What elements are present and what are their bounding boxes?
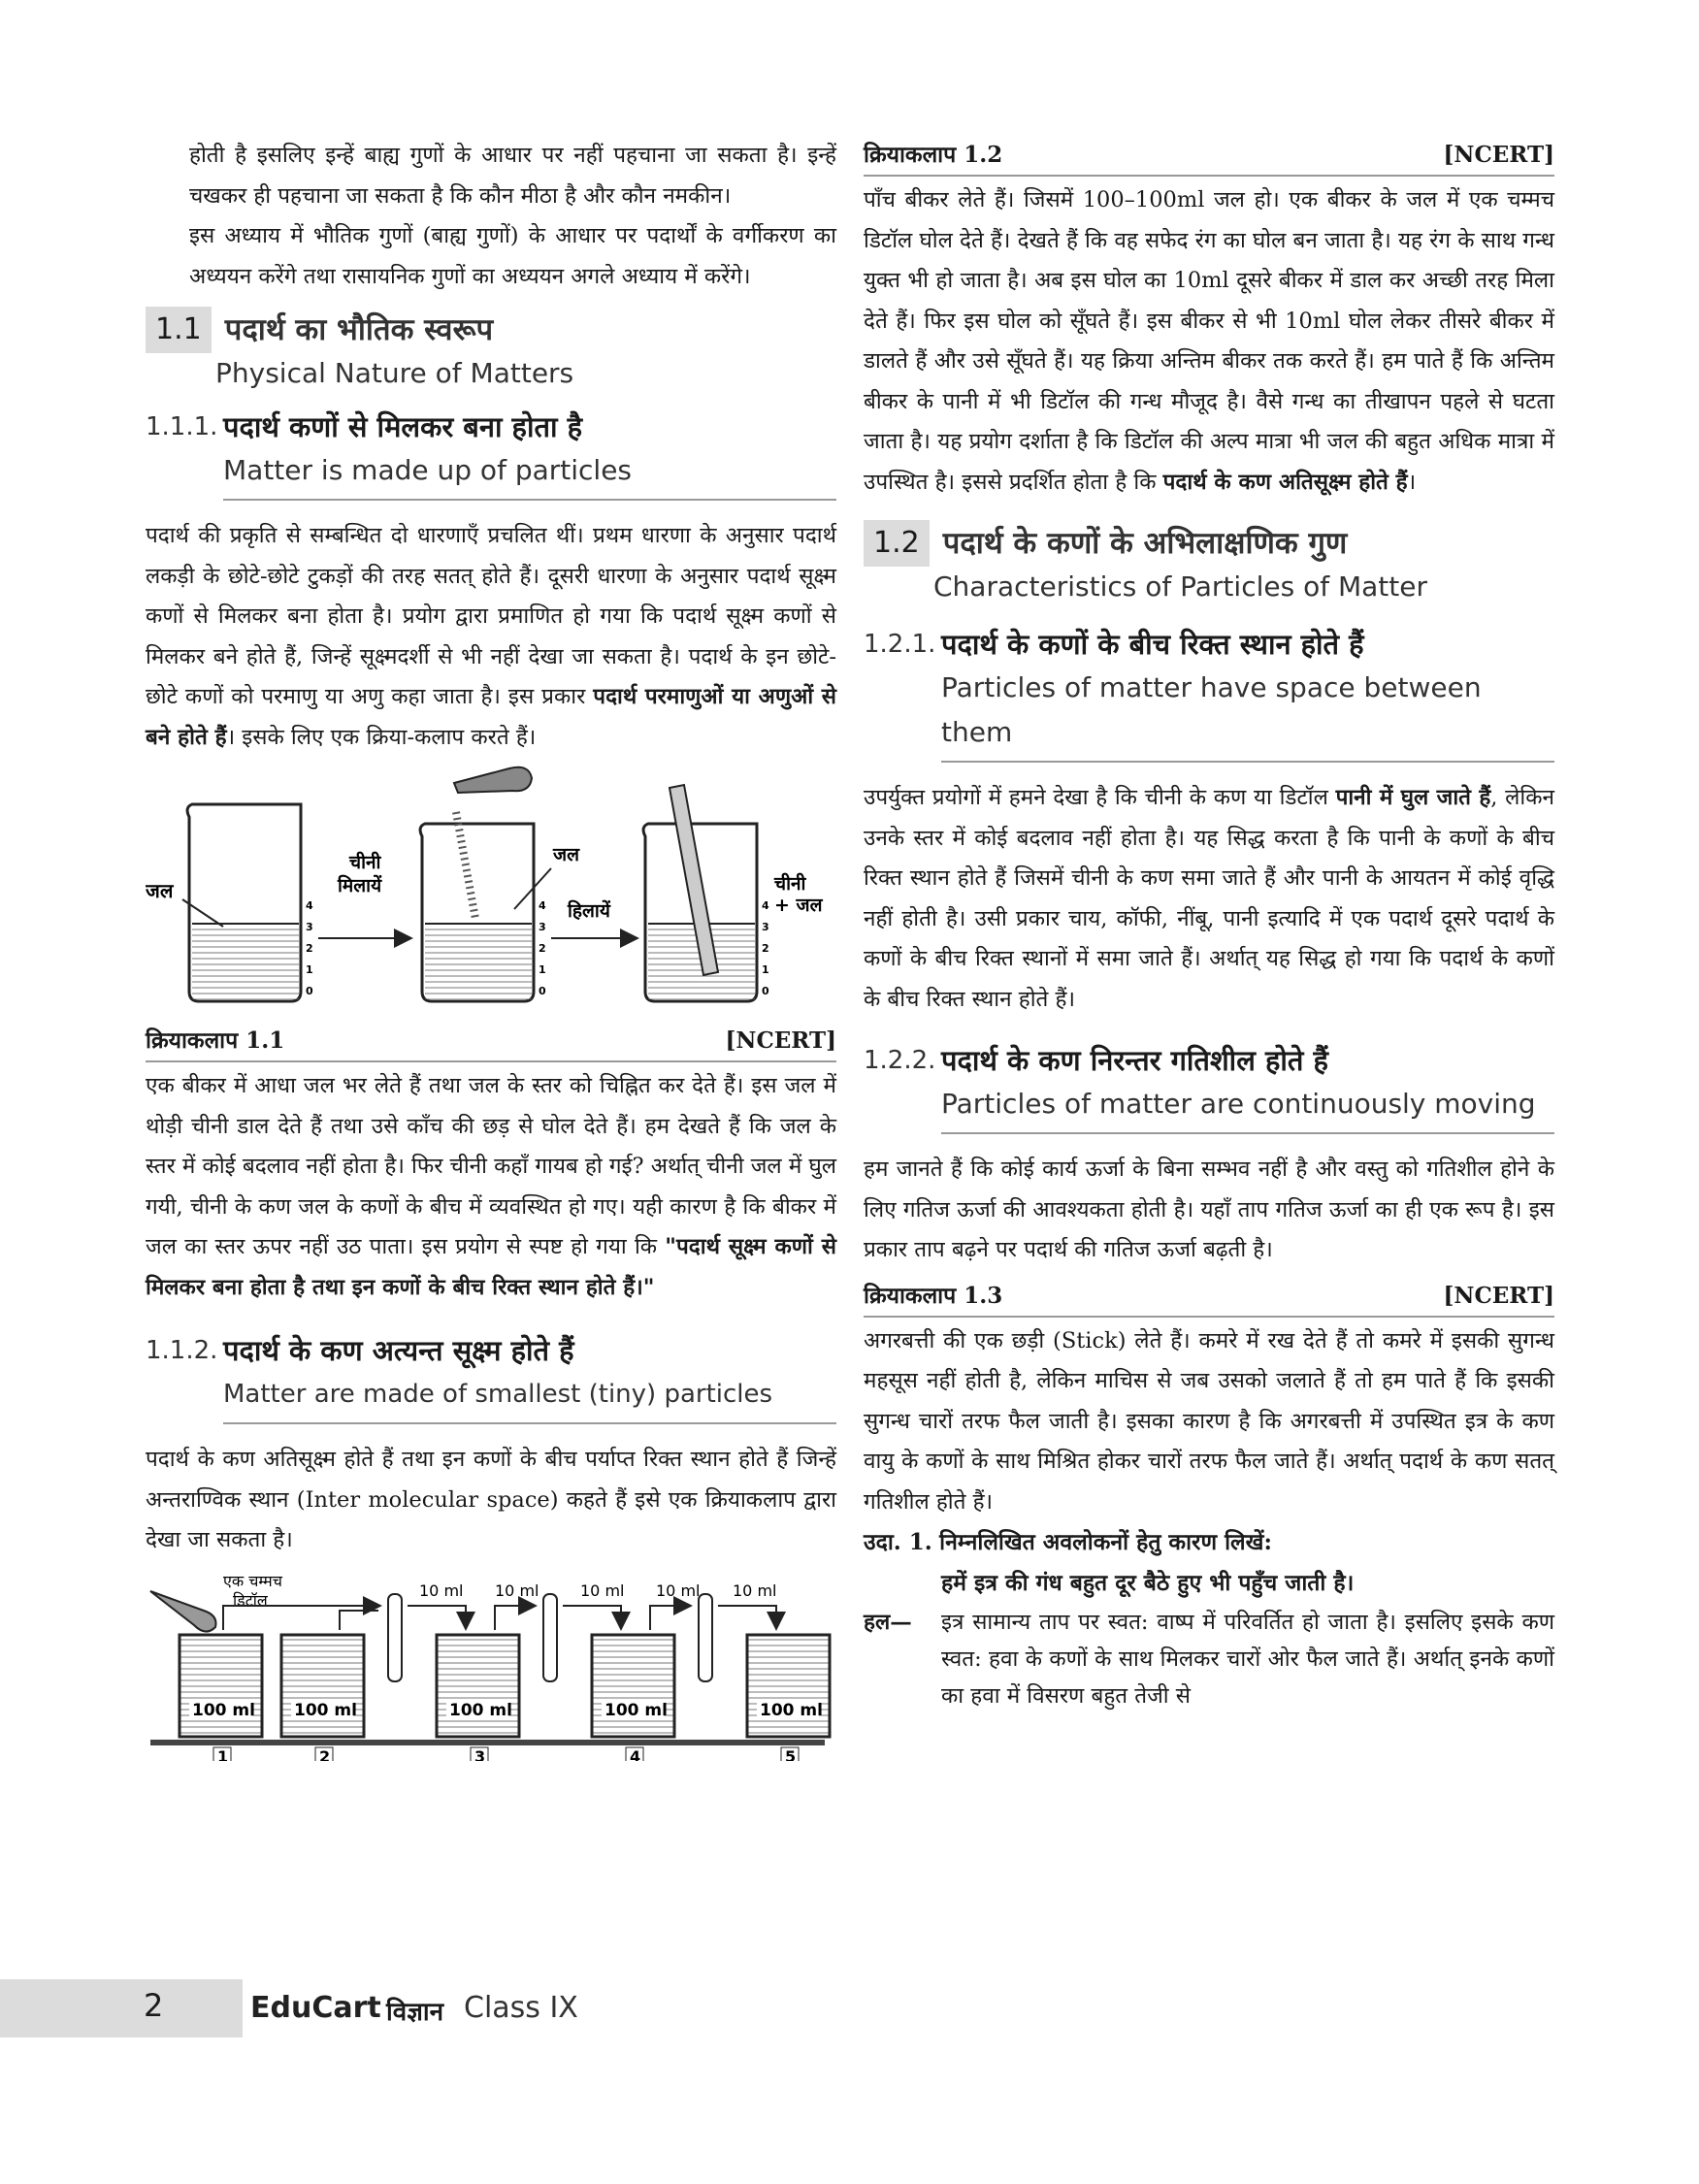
left-column — [146, 136, 836, 1767]
svg-text:+ जल: + जल — [774, 895, 823, 916]
activity-label: क्रियाकलाप 1.2 — [864, 142, 1003, 168]
subsection-title: पदार्थ के कण निरन्तर गतिशील होते हैं — [941, 1044, 1328, 1077]
paragraph-1-1-1: पदार्थ की प्रकृति से सम्बन्धित दो धारणाएँ प्रचलित थीं। प्रथम धारणा के अनुसार पदार्थ लकड़ी के छोटे-छोटे टुकड़ों की तरह सतत् होते हैं। दूसरी धारणा के अनुसार पदार्थ सूक्ष्म कणों से मिलकर बना होता है। प्रयोग द्वारा प्रमाणित हो गया कि पदार्थ सूक्ष्म कणों से मिलकर बने होते हैं, जिन्हें सूक्ष्मदर्शी से भी नहीं देखा जा सकता है। पदार्थ के इन छोटे-छोटे कणों को परमाणु या अणु कहा जाता है। इस प्रकार पदार्थ परमाणुओं या अणुओं से बने होते हैं। इसके लिए एक क्रिया-कलाप करते हैं। — [146, 523, 836, 750]
paragraph-1-2-1: उपर्युक्त प्रयोगों में हमने देखा है कि चीनी के कण या डिटॉल पानी में घुल जाते हैं, लेकिन उनके स्तर में कोई बदलाव नहीं होता है। यह सिद्ध करता है कि पानी के कणों के बीच रिक्त स्थान होते हैं जिसमें चीनी के कण समा जाते हैं और पानी के आयतन में कोई वृद्धि नहीं होती है। उसी प्रकार चाय, कॉफी, नींबू, पानी इत्यादि में एक पदार्थ दूसरे पदार्थ के कणों के बीच रिक्त स्थानों में समा जाते हैं। अर्थात् यह सिद्ध हो गया कि पदार्थ के कणों के बीच रिक्त स्थान होते हैं। — [864, 785, 1554, 1012]
svg-text:10 ml: 10 ml — [495, 1581, 539, 1600]
svg-text:100 ml: 100 ml — [604, 1700, 668, 1720]
brand-logo: EduCart — [250, 1991, 381, 2025]
svg-text:2: 2 — [539, 942, 546, 955]
svg-text:4: 4 — [306, 899, 313, 912]
footer-subject: विज्ञान — [386, 1998, 444, 2027]
subsection-title: पदार्थ के कणों के बीच रिक्त स्थान होते हैं — [941, 628, 1364, 661]
label-spoon-dettol: एक चम्मच — [223, 1571, 282, 1590]
label-water: जल — [146, 879, 174, 902]
footer-class: Class IX — [464, 1991, 578, 2025]
label-stir: हिलायें — [568, 900, 610, 922]
subsection-number: 1.2.2. — [864, 1046, 936, 1075]
activity-label: क्रियाकलाप 1.1 — [146, 1027, 285, 1054]
beaker-water — [187, 804, 301, 1001]
section-1-1-heading — [146, 307, 836, 353]
svg-text:3: 3 — [762, 921, 769, 933]
svg-text:1: 1 — [217, 1746, 229, 1761]
svg-text:4: 4 — [539, 899, 546, 912]
svg-text:2: 2 — [306, 942, 313, 955]
subsection-1-2-1-heading — [864, 623, 1554, 778]
example-question-2: हमें इत्र की गंध बहुत दूर बैठे हुए भी पहुँच जाती है। — [941, 1570, 1355, 1596]
section-title: पदार्थ का भौतिक स्वरूप — [224, 312, 494, 347]
section-title: पदार्थ के कणों के अभिलाक्षणिक गुण — [942, 526, 1348, 561]
intro-paragraph-1: होती है इसलिए इन्हें बाह्य गुणों के आधार पर नहीं पहचाना जा सकता है। इन्हें चखकर ही पहचाना जा सकता है कि कौन मीठा है और कौन नमकीन। — [189, 143, 836, 209]
label-sugar-water: चीनी — [774, 873, 806, 895]
paragraph-1-2-2: हम जानते हैं कि कोई कार्य ऊर्जा के बिना सम्भव नहीं है और वस्तु को गतिशील होने के लिए गतिज ऊर्जा की आवश्यकता होती है। यहाँ ताप गतिज ऊर्जा का ही एक रूप है। इस प्रकार ताप बढ़ने पर पदार्थ की गतिज ऊर्जा बढ़ती है। — [864, 1157, 1554, 1262]
svg-text:10 ml: 10 ml — [580, 1581, 625, 1600]
activity-1-2-header — [864, 136, 1554, 175]
svg-text:100 ml: 100 ml — [294, 1700, 357, 1720]
subsection-title-english: Matter are made of smallest (tiny) particles — [223, 1380, 773, 1409]
svg-text:1: 1 — [762, 963, 769, 976]
svg-text:3: 3 — [306, 921, 313, 933]
svg-text:1: 1 — [306, 963, 313, 976]
svg-text:2: 2 — [762, 942, 769, 955]
svg-text:जल: जल — [553, 844, 579, 865]
activity-1-2-paragraph: पाँच बीकर लेते हैं। जिसमें 100–100ml जल हो। एक बीकर के जल में एक चम्मच डिटॉल घोल देते हैं। देखते हैं कि वह सफेद रंग का घोल बन जाता है। यह रंग के साथ गन्ध युक्त भी हो जाता है। अब इस घोल का 10ml दूसरे बीकर में डाल कर अच्छी तरह मिला देते हैं। फिर इस घोल को सूँघते हैं। इस बीकर से भी 10ml घोल लेकर तीसरे बीकर में डालते हैं और उसे सूँघते हैं। यह क्रिया अन्तिम बीकर तक करते हैं। हम पाते हैं कि अन्तिम बीकर के पानी में भी डिटॉल की गन्ध मौजूद है। वैसे गन्ध का तीखापन पहले से घटता जाता है। यह प्रयोग दर्शाता है कि डिटॉल की अल्प मात्रा भी जल की बहुत अधिक मात्रा में उपस्थित है। इससे प्रदर्शित होता है कि पदार्थ के कण अतिसूक्ष्म होते हैं। — [864, 187, 1554, 495]
svg-text:0: 0 — [762, 985, 769, 997]
label-add-sugar: चीनी — [349, 852, 381, 873]
subsection-title: पदार्थ के कण अत्यन्त सूक्ष्म होते हैं — [223, 1334, 574, 1367]
activity-1-1-paragraph: एक बीकर में आधा जल भर लेते हैं तथा जल के स्तर को चिह्नित कर देते हैं। इस जल में थोड़ी चीनी डाल देते हैं तथा उसे काँच की छड़ से घोल देते हैं। हम देखते हैं कि जल के स्तर में कोई बदलाव नहीं होता है। फिर चीनी कहाँ गायब हो गई? अर्थात् चीनी जल में घुल गयी, चीनी के कण जल के कणों के बीच में व्यवस्थित हो गए। यही कारण है कि बीकर में जल का स्तर ऊपर नहीं उठ पाता। इस प्रयोग से स्पष्ट हो गया कि "पदार्थ सूक्ष्म कणों से मिलकर बना होता है तथा इन कणों के बीच रिक्त स्थान होते हैं।" — [146, 1073, 836, 1300]
ncert-tag: [NCERT] — [725, 1027, 836, 1054]
svg-text:4: 4 — [762, 899, 769, 912]
ncert-tag: [NCERT] — [1443, 1282, 1554, 1309]
svg-text:1: 1 — [539, 963, 546, 976]
spoon-icon — [150, 1591, 216, 1632]
svg-text:0: 0 — [306, 985, 313, 997]
svg-text:2: 2 — [319, 1746, 331, 1761]
subsection-title: पदार्थ कणों से मिलकर बना होता है — [223, 410, 583, 443]
section-number: 1.1 — [146, 307, 212, 353]
activity-1-3-header — [864, 1277, 1554, 1316]
svg-text:3: 3 — [539, 921, 546, 933]
section-title-english: Physical Nature of Matters — [215, 357, 574, 389]
section-number: 1.2 — [864, 520, 930, 567]
subsection-number: 1.1.2. — [146, 1336, 218, 1365]
paragraph-1-1-2: पदार्थ के कण अतिसूक्ष्म होते हैं तथा इन कणों के बीच पर्याप्त रिक्त स्थान होते हैं जिन्हें अन्तराण्विक स्थान (Inter molecular space) कहते हैं इसे एक क्रियाकलाप द्वारा देखा जा सकता है। — [146, 1447, 836, 1552]
svg-text:5: 5 — [785, 1746, 797, 1761]
section-title-english: Characteristics of Particles of Matter — [933, 570, 1427, 603]
solution-text: इत्र सामान्य ताप पर स्वत: वाष्प में परिवर्तित हो जाता है। इसलिए इसके कण स्वत: हवा के कणों के साथ मिलकर चारों ओर फैल जाते हैं। अर्थात् इनके कणों का हवा में विसरण बहुत तेजी से — [941, 1610, 1554, 1709]
subsection-number: 1.2.1. — [864, 630, 936, 659]
example-1 — [864, 1522, 1554, 1604]
footer-page-box — [0, 1979, 243, 2037]
solution-label: हल— — [864, 1610, 912, 1635]
subsection-1-2-2-heading — [864, 1039, 1554, 1150]
subsection-title-english: Matter is made up of particles — [223, 454, 633, 486]
svg-text:4: 4 — [630, 1746, 641, 1761]
subsection-title-english: Particles of matter have space between them — [941, 671, 1482, 748]
svg-text:100 ml: 100 ml — [760, 1700, 823, 1720]
example-label: उदा. 1. — [864, 1529, 932, 1555]
activity-label: क्रियाकलाप 1.3 — [864, 1282, 1003, 1309]
spoon-icon — [454, 767, 532, 793]
subsection-title-english: Particles of matter are continuously moving — [941, 1088, 1536, 1120]
subsection-1-1-1-heading — [146, 406, 836, 516]
svg-text:100 ml: 100 ml — [449, 1700, 512, 1720]
sugar-dissolving-figure — [146, 764, 836, 1016]
svg-text:मिलायें: मिलायें — [338, 875, 382, 896]
beaker-sugar — [420, 767, 534, 1001]
beaker-sugar-water — [643, 785, 757, 1001]
example-question-1: निम्नलिखित अवलोकनों हेतु कारण लिखें: — [939, 1529, 1272, 1555]
svg-text:0: 0 — [539, 985, 546, 997]
subsection-1-1-2-heading — [146, 1329, 836, 1440]
page-number: 2 — [144, 1987, 164, 2024]
section-1-2-heading — [864, 520, 1554, 567]
solution — [864, 1604, 1554, 1714]
svg-text:10 ml: 10 ml — [419, 1581, 464, 1600]
right-column — [864, 136, 1554, 1714]
svg-text:100 ml: 100 ml — [192, 1700, 255, 1720]
svg-text:डिटॉल: डिटॉल — [233, 1590, 268, 1610]
activity-1-1-header — [146, 1022, 836, 1060]
svg-text:10 ml: 10 ml — [733, 1581, 777, 1600]
svg-text:10 ml: 10 ml — [656, 1581, 701, 1600]
activity-1-3-paragraph: अगरबत्ती की एक छड़ी (Stick) लेते हैं। कमरे में रख देते हैं तो कमरे में इसकी सुगन्ध महसूस नहीं होती है, लेकिन माचिस से जब उसको जलाते हैं तो हम पाते हैं कि इसकी सुगन्ध चारों तरफ फैल जाती है। इसका कारण है कि अगरबत्ती में उपस्थित इत्र के कण वायु के कणों के साथ मिश्रित होकर चारों तरफ फैल जाते हैं। अर्थात् पदार्थ के कण सतत् गतिशील होते हैं। — [864, 1327, 1554, 1515]
intro-paragraph-2: इस अध्याय में भौतिक गुणों (बाह्य गुणों) के आधार पर पदार्थों के वर्गीकरण का अध्ययन करेंगे तथा रासायनिक गुणों का अध्ययन अगले अध्याय में करेंगे। — [189, 223, 836, 289]
dettol-dilution-figure — [146, 1567, 836, 1761]
svg-text:3: 3 — [474, 1746, 486, 1761]
subsection-number: 1.1.1. — [146, 412, 218, 441]
ncert-tag: [NCERT] — [1443, 142, 1554, 168]
